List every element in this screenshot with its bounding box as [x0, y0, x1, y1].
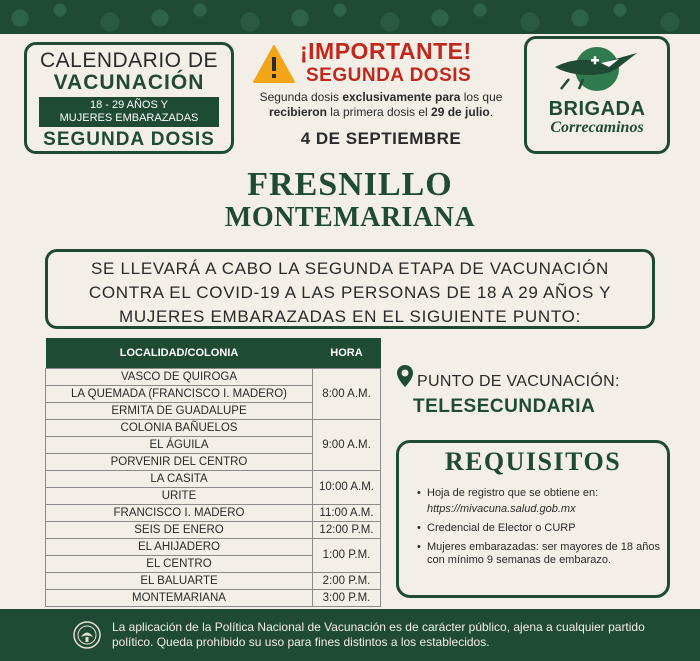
footer-disclaimer: La aplicación de la Política Nacional de Vacunación es de carácter público, ajena a cualquier partido político. Queda prohibido su uso para fines distintos a los establecidos. [112, 620, 645, 649]
hour-cell: 1:00 P.M. [313, 538, 381, 572]
hour-cell: 3:00 P.M. [313, 589, 381, 606]
calendar-band-line2: MUJERES EMBARAZADAS [59, 112, 199, 124]
location-pin-icon [396, 364, 414, 388]
calendar-band-line1: 18 - 29 AÑOS Y [89, 99, 169, 111]
important-body-emphasis: recibieron [268, 105, 327, 119]
table-row [46, 521, 381, 538]
table-row [46, 538, 381, 555]
locality-cell: PORVENIR DEL CENTRO [46, 453, 313, 470]
announcement-line1: SE LLEVARÁ A CABO LA SEGUNDA ETAPA DE VACUNACIÓN [91, 259, 609, 278]
requirement-text: Credencial de Elector o CURP [427, 522, 576, 534]
calendar-dose-label: SEGUNDA DOSIS [43, 129, 215, 150]
government-seal-icon [72, 620, 102, 650]
brigada-box [524, 36, 670, 154]
calendar-age-band [39, 97, 219, 127]
requirement-text: Hoja de registro que se obtiene en: [427, 487, 599, 499]
vaccination-point-label: PUNTO DE VACUNACIÓN: [417, 373, 620, 390]
table-row [46, 419, 381, 436]
table-row [46, 589, 381, 606]
event-date: 4 DE SEPTIEMBRE [300, 129, 462, 148]
hour-cell: 12:00 P.M. [313, 521, 381, 538]
table-row [46, 368, 381, 385]
announcement-line2: CONTRA EL COVID-19 A LAS PERSONAS DE 18 A 29 AÑOS Y [88, 283, 612, 302]
important-title: ¡IMPORTANTE! [300, 38, 472, 64]
requirements-list [417, 487, 663, 573]
table-row [46, 504, 381, 521]
locality-cell: MONTEMARIANA [46, 589, 313, 606]
hour-cell: 8:00 A.M. [313, 368, 381, 419]
announcement-box [45, 249, 655, 329]
roadrunner-logo [549, 45, 645, 93]
warning-triangle-icon [253, 44, 295, 84]
table-row [46, 470, 381, 487]
table-row [46, 572, 381, 589]
locality-cell: EL BALUARTE [46, 572, 313, 589]
important-body-text: la primera dosis el [326, 105, 432, 119]
city-title: FRESNILLO [247, 166, 453, 203]
locality-cell: COLONIA BAÑUELOS [46, 419, 313, 436]
vaccination-point-value: TELESECUNDARIA [413, 396, 596, 417]
list-item [417, 522, 663, 535]
locality-cell: VASCO DE QUIROGA [46, 368, 313, 385]
locality-cell: FRANCISCO I. MADERO [46, 504, 313, 521]
hour-cell: 9:00 A.M. [313, 419, 381, 470]
calendar-box [24, 42, 234, 154]
important-body-date: 29 de julio [431, 105, 490, 119]
locality-cell: SEIS DE ENERO [46, 521, 313, 538]
locality-cell: ERMITA DE GUADALUPE [46, 402, 313, 419]
important-body [246, 90, 516, 120]
table-header-row [46, 338, 381, 368]
important-body-text: . [489, 105, 494, 119]
locality-cell: URITE [46, 487, 313, 504]
announcement-line3: MUJERES EMBARAZADAS EN EL SIGUIENTE PUNTO: [118, 307, 582, 326]
locality-cell: EL ÁGUILA [46, 436, 313, 453]
locality-column-header: LOCALIDAD/COLONIA [46, 338, 313, 368]
list-item [417, 541, 663, 567]
important-subtitle: SEGUNDA DOSIS [306, 65, 472, 86]
community-title: MONTEMARIANA [224, 202, 476, 233]
hour-cell: 2:00 P.M. [313, 572, 381, 589]
requirements-title: REQUISITOS [444, 447, 622, 476]
requirement-text: Mujeres embarazadas: ser mayores de 18 años con mínimo 9 semanas de embarazo. [427, 541, 660, 566]
locality-cell: EL AHIJADERO [46, 538, 313, 555]
locality-cell: LA CASITA [46, 470, 313, 487]
hour-column-header: HORA [313, 338, 381, 368]
locality-cell: EL CENTRO [46, 555, 313, 572]
important-body-emphasis: exclusivamente para [342, 90, 461, 104]
brigada-subtitle: Correcaminos [550, 119, 644, 136]
requirements-box [396, 440, 670, 598]
hour-cell: 10:00 A.M. [313, 470, 381, 504]
important-body-text: Segunda dosis [259, 90, 343, 104]
locality-cell: LA QUEMADA (FRANCISCO I. MADERO) [46, 385, 313, 402]
top-decorative-band [0, 0, 700, 34]
registration-url: https://mivacuna.salud.gob.mx [427, 503, 576, 515]
important-body-text: los que [460, 90, 503, 104]
calendar-title-line1: CALENDARIO DE [39, 49, 219, 72]
brigada-title: BRIGADA [548, 98, 646, 120]
hour-cell: 11:00 A.M. [313, 504, 381, 521]
list-item [417, 487, 663, 516]
calendar-title-line2: VACUNACIÓN [53, 71, 205, 94]
schedule-table [45, 338, 381, 607]
